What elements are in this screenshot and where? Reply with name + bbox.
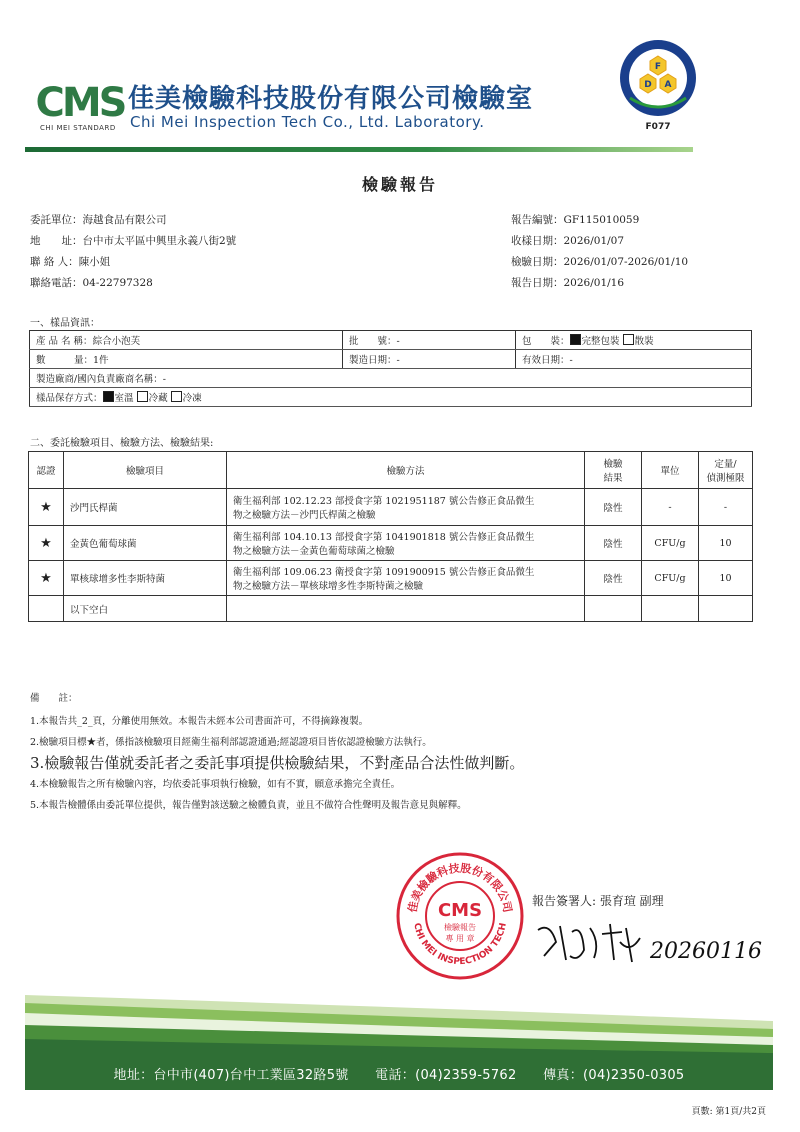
seal-ring-zh: 佳美檢驗科技股份有限公司	[405, 861, 515, 914]
checkbox-checked-icon	[103, 391, 114, 402]
seal-ring-en: CHI MEI INSPECTION TECH	[411, 922, 509, 968]
star-icon: ★	[29, 561, 64, 596]
remarks	[30, 688, 524, 816]
star-icon: ★	[29, 526, 64, 561]
test-results-table	[28, 451, 753, 622]
checkbox-icon	[137, 391, 148, 402]
blank-row: 以下空白	[29, 596, 753, 622]
cert-letter-d: D	[644, 80, 652, 90]
signature-date: 20260116	[650, 939, 762, 964]
company-name-en: Chi Mei Inspection Tech Co., Ltd. Laboratory.	[130, 113, 485, 131]
report-title: 檢驗報告	[361, 175, 438, 194]
company-name-zh: 佳美檢驗科技股份有限公司檢驗室	[128, 84, 534, 114]
logo-text: CMS	[35, 80, 125, 126]
storage-cell: 樣品保存方式： 室溫 冷藏 冷凍	[30, 388, 752, 407]
sample-table	[29, 330, 752, 407]
checkbox-checked-icon	[570, 334, 581, 345]
seal-logo: CMS	[437, 900, 483, 921]
remark-1: 1.本報告共_2_頁，分離使用無效。本報告未經本公司書面許可，不得摘錄複製。	[30, 716, 369, 727]
quantity-cell: 數 量：1件	[30, 350, 343, 369]
table-row: ★ 沙門氏桿菌 衛生福利部 102.12.23 部授食字第 1021951187 號公告修正食品微生 物之檢驗方法－沙門氏桿菌之檢驗 陰性 - -	[29, 489, 753, 526]
star-icon: ★	[29, 489, 64, 526]
seal-center-1: 檢驗報告	[444, 923, 476, 932]
product-name-cell: 產 品 名 稱：綜合小泡芙	[30, 331, 343, 350]
signer: 報告簽署人: 張育瑄 副理	[532, 894, 664, 908]
remark-5: 5.本報告檢體係由委託單位提供，報告僅對該送驗之檢體負責，並且不做符合性聲明及報告意見與解釋。	[30, 800, 467, 811]
remark-2: 2.檢驗項目標★者，係指該檢驗項目經衛生福利部認證通過;經認證項目皆依認證檢驗方法執行。	[30, 737, 432, 748]
client-address: 地 址：台中市太平區中興里永義八街2號	[30, 235, 237, 247]
company-seal	[396, 852, 524, 980]
checkbox-icon	[623, 334, 634, 345]
client-info	[30, 210, 236, 294]
header-rule	[25, 147, 693, 152]
client-unit: 委託單位：海越食品有限公司	[30, 214, 167, 226]
receive-date: 收樣日期：2026/01/07	[511, 235, 625, 247]
client-contact: 聯 絡 人：陳小姐	[30, 256, 111, 268]
table-row: ★ 金黃色葡萄球菌 衛生福利部 104.10.13 部授食字第 1041901818 號公告修正食品微生 物之檢驗方法－金黃色葡萄球菌之檢驗 陰性 CFU/g 10	[29, 526, 753, 561]
mfg-date-cell: 製造日期：-	[343, 350, 516, 369]
table-row: ★ 單核球增多性李斯特菌 衛生福利部 109.06.23 衛授食字第 1091900915 號公告修正食品微生 物之檢驗方法－單核球增多性李斯特菌之檢驗 陰性 CFU/g 10	[29, 561, 753, 596]
exp-date-cell: 有效日期：-	[516, 350, 752, 369]
report-number: 報告編號：GF115010059	[511, 214, 640, 226]
footer-contact: 地址：台中市(407)台中工業區32路5號 電話：(04)2359-5762 傳真：(04)2350-0305	[113, 1068, 685, 1083]
batch-cell: 批 號：-	[343, 331, 516, 350]
cert-letter-a: A	[664, 80, 672, 90]
table-header: 認證 檢驗項目 檢驗方法 檢驗 結果 單位 定量/ 偵測極限	[29, 452, 753, 489]
sample-section-title: 一、樣品資訊：	[30, 318, 100, 329]
signature	[530, 912, 770, 972]
remark-3: 3.檢驗報告僅就委託者之委託事項提供檢驗結果，不對產品合法性做判斷。	[30, 754, 525, 772]
tests-section-title: 二、委託檢驗項目、檢驗方法、檢驗結果:	[30, 438, 214, 449]
report-date: 報告日期：2026/01/16	[511, 277, 625, 289]
cert-letter-f: F	[654, 62, 662, 72]
remarks-title: 備 註：	[30, 693, 78, 704]
report-info	[511, 210, 688, 294]
test-date: 檢驗日期：2026/01/07-2026/01/10	[511, 256, 689, 268]
seal-center-2: 專 用 章	[445, 934, 475, 943]
cert-code: F077	[645, 122, 671, 132]
logo-subtitle: CHI MEI STANDARD	[40, 124, 116, 132]
cms-logo	[35, 78, 125, 126]
client-phone: 聯絡電話：04-22797328	[30, 277, 153, 289]
checkbox-icon	[171, 391, 182, 402]
certification-badge	[618, 38, 698, 118]
remark-4: 4.本檢驗報告之所有檢驗內容，均依委託事項執行檢驗，如有不實，願意承擔完全責任。	[30, 779, 401, 790]
page-number: 頁數: 第1頁/共2頁	[691, 1107, 766, 1117]
manufacturer-cell: 製造廠商/國內負責廠商名稱：-	[30, 369, 752, 388]
package-cell: 包 裝： 完整包裝 散裝	[516, 331, 752, 350]
